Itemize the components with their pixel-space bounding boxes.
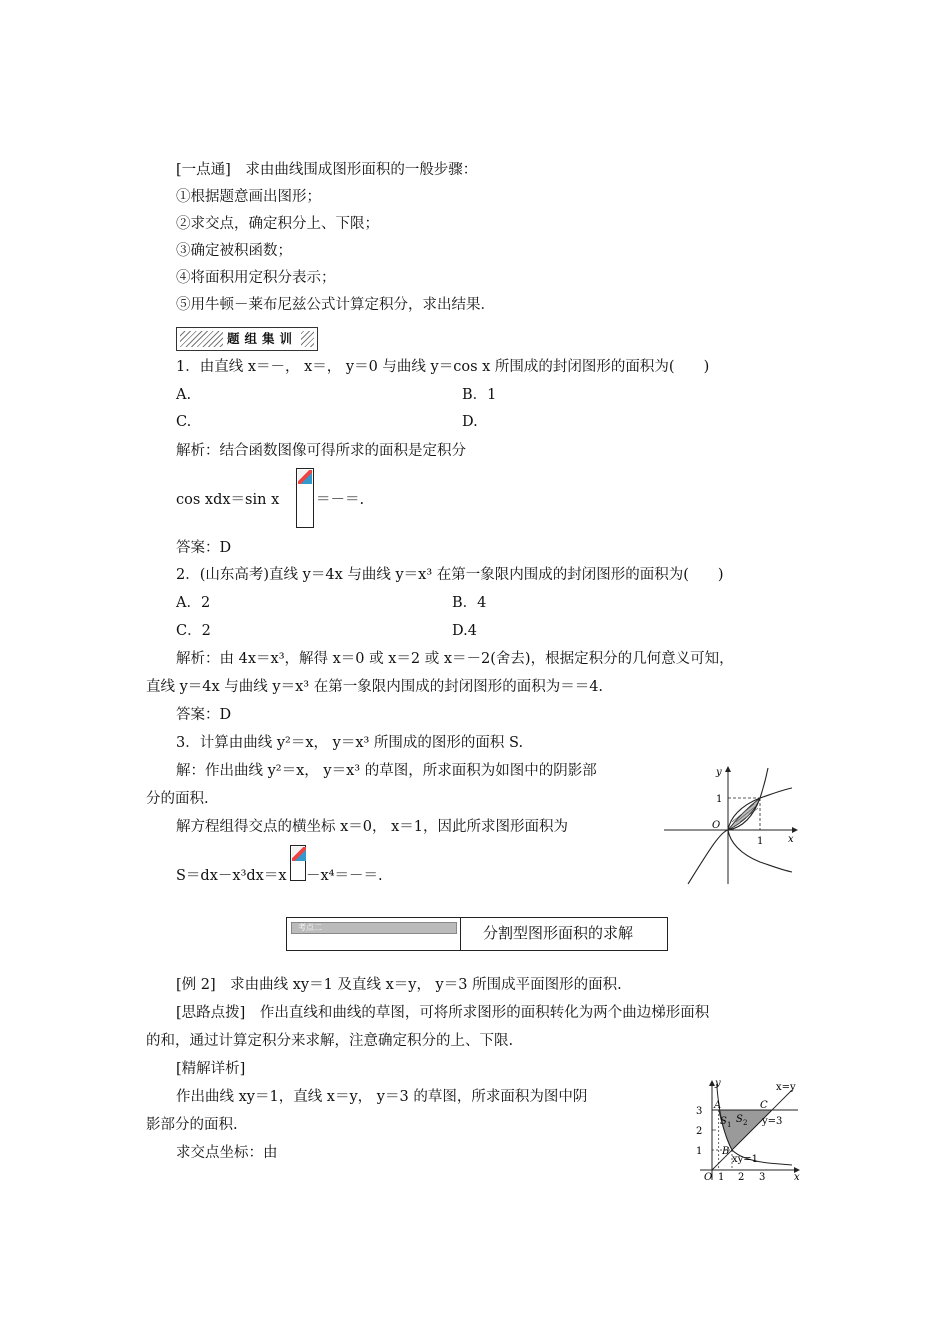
ex-xtick-3: 3 (759, 1172, 766, 1183)
q3-tick-x: 1 (757, 836, 764, 847)
step-1: ①根据题意画出图形； (176, 189, 321, 205)
section-header (286, 917, 668, 951)
q3-x-label: x (788, 834, 794, 845)
ex-origin: O (704, 1172, 713, 1183)
ex-ytick-2: 2 (696, 1126, 703, 1137)
example-hint-1: [思路点拨] 作出直线和曲线的草图，可将所求图形的面积转化为两个曲边梯形面积 (176, 1005, 710, 1021)
ex-xtick-1: 1 (718, 1172, 725, 1183)
q3-formula-right: －x⁴＝－＝. (306, 868, 383, 884)
q1-option-a: A. (176, 387, 192, 403)
q3-solution-2: 分的面积. (146, 791, 209, 807)
q2-analysis-2: 直线 y＝4x 与曲线 y＝x³ 在第一象限内围成的封闭图形的面积为＝＝4. (146, 679, 604, 695)
q1-option-b: B．1 (462, 387, 497, 403)
step-3: ③确定被积函数； (176, 243, 292, 259)
label-s1: S (720, 1116, 727, 1127)
section-tag: 考点二 (291, 922, 457, 934)
example-detail-1: 作出曲线 xy＝1，直线 x＝y， y＝3 的草图，所求面积为图中阴 (176, 1089, 588, 1105)
ex-xtick-2: 2 (738, 1172, 745, 1183)
ex-y-label: y (715, 1078, 721, 1089)
example-hint-2: 的和，通过计算定积分来求解，注意确定积分的上、下限. (146, 1033, 514, 1049)
q1-option-c: C. (176, 414, 192, 430)
q2-option-b: B．4 (452, 595, 487, 611)
example-graph (680, 1078, 804, 1184)
label-b: B (722, 1146, 730, 1157)
step-5: ⑤用牛顿－莱布尼兹公式计算定积分，求出结果． (176, 297, 495, 313)
q1-stem: 1．由直线 x＝－， x＝， y＝0 与曲线 y＝cos x 所围成的封闭图形的面积为( ) (176, 359, 710, 375)
example-detail-heading: [精解详析] (176, 1061, 246, 1077)
example-detail-2: 影部分的面积. (146, 1117, 238, 1133)
q3-formula-left: S＝dx－x³dx＝x (176, 868, 287, 884)
q2-analysis-1: 解析：由 4x＝x³，解得 x＝0 或 x＝2 或 x＝－2(舍去)，根据定积分的几何意义可知， (176, 651, 734, 667)
step-2: ②求交点，确定积分上、下限； (176, 216, 379, 232)
q1-option-d: D. (462, 414, 478, 430)
ex-ytick-1: 1 (696, 1146, 703, 1157)
q3-solution-3: 解方程组得交点的横坐标 x＝0， x＝1，因此所求图形面积为 (176, 819, 569, 835)
ex-ytick-3: 3 (696, 1106, 703, 1117)
formula-image-placeholder (296, 468, 314, 528)
ex-x-label: x (794, 1172, 800, 1183)
label-a: A (714, 1100, 722, 1111)
formula-image-placeholder (290, 845, 306, 881)
example-detail-3: 求交点坐标：由 (176, 1145, 278, 1161)
example-stem: [例 2] 求由曲线 xy＝1 及直线 x＝y， y＝3 所围成平面图形的面积. (176, 977, 622, 993)
section-title: 分割型图形面积的求解 (483, 924, 634, 942)
q2-option-a: A．2 (176, 595, 211, 611)
label-s1-sub: 1 (727, 1121, 732, 1129)
intro-heading: [一点通] 求由曲线围成图形面积的一般步骤： (176, 162, 478, 178)
q3-tick-y: 1 (716, 794, 723, 805)
q1-formula-left: cos xdx＝sin x (176, 492, 280, 508)
broken-image-icon (298, 470, 312, 484)
practice-banner-label: 题组集训 (223, 330, 301, 348)
label-y3: y=3 (762, 1116, 783, 1127)
label-s2: S (736, 1114, 743, 1125)
label-xy1: xy=1 (732, 1154, 759, 1165)
q1-answer: 答案：D (176, 540, 232, 556)
q3-graph (660, 760, 800, 888)
broken-image-icon (292, 847, 306, 861)
label-c: C (760, 1100, 768, 1111)
label-s2-sub: 2 (743, 1119, 748, 1127)
q3-origin: O (712, 820, 721, 831)
shaded-region (728, 798, 760, 830)
practice-banner (176, 327, 318, 351)
q2-option-c: C．2 (176, 623, 211, 639)
q1-analysis: 解析：结合函数图像可得所求的面积是定积分 (176, 443, 466, 459)
q2-answer: 答案：D (176, 707, 232, 723)
q3-stem: 3．计算由曲线 y²＝x， y＝x³ 所围成的图形的面积 S. (176, 735, 524, 751)
q1-formula-right: ＝－＝. (316, 492, 365, 508)
q3-solution-1: 解：作出曲线 y²＝x， y＝x³ 的草图，所求面积为如图中的阴影部 (176, 763, 597, 779)
q2-stem: 2．(山东高考)直线 y＝4x 与曲线 y＝x³ 在第一象限内围成的封闭图形的面积为( ) (176, 567, 724, 583)
label-x-eq-y: x=y (776, 1082, 796, 1093)
q3-y-label: y (716, 767, 722, 778)
q2-option-d: D.4 (452, 623, 477, 639)
step-4: ④将面积用定积分表示； (176, 270, 336, 286)
